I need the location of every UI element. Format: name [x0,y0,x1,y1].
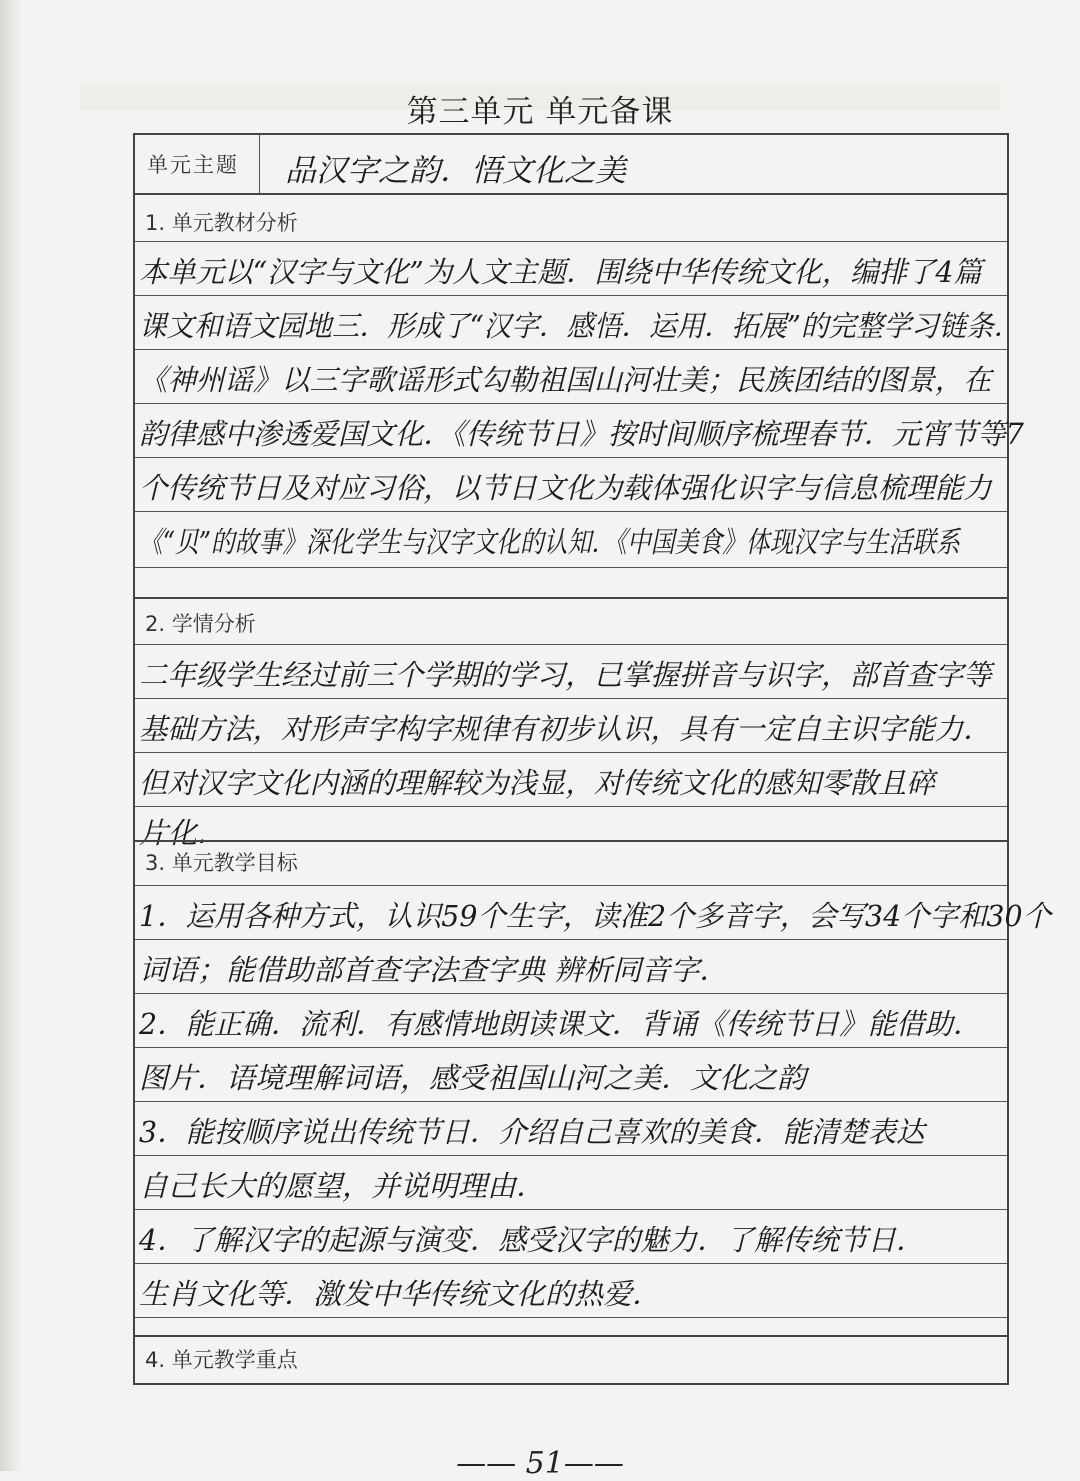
row-rule [135,1263,1007,1264]
handwritten-line: 韵律感中渗透爱国文化．《传统节日》按时间顺序梳理春节．元宵节等7 [139,417,1024,451]
handwritten-line: 3．能按顺序说出传统节日．介绍自己喜欢的美食．能清楚表达 [139,1115,925,1149]
row-rule [135,241,1007,242]
handwritten-line: 4．了解汉字的起源与演变．感受汉字的魅力．了解传统节日． [139,1223,925,1257]
lesson-plan-table [133,133,1051,1385]
row-rule [135,1101,1007,1102]
section-label-key-points: 4. 单元教学重点 [145,1348,298,1372]
row-rule [135,752,1007,753]
handwritten-line: 基础方法，对形声字构字规律有初步认识，具有一定自主识字能力． [139,712,992,746]
handwritten-line: 二年级学生经过前三个学期的学习，已掌握拼音与识字，部首查字等 [139,658,992,692]
handwritten-line: 课文和语文园地三．形成了“汉字．感悟．运用．拓展”的完整学习链条． [139,309,1022,343]
section-rule [135,1335,1007,1337]
row-rule [135,1155,1007,1156]
handwritten-line: 生肖文化等．激发中华传统文化的热爱． [139,1277,662,1311]
row-rule [135,1209,1007,1210]
page-number: —— 51—— [456,1446,624,1481]
row-rule [135,644,1007,645]
page-title: 第三单元 单元备课 [406,94,674,130]
row-rule [135,698,1007,699]
handwritten-line: 片化． [139,816,227,850]
row-rule [135,457,1007,458]
row-rule [135,1047,1007,1048]
handwritten-line: 词语；能借助部首查字法查字典 辨析同音字． [139,953,729,987]
handwritten-line: 自己长大的愿望，并说明理由． [139,1169,546,1203]
topic-label: 单元主题 [147,153,239,177]
section-label-students: 2. 学情分析 [145,612,256,636]
handwritten-line: 《神州谣》以三字歌谣形式勾勒祖国山河壮美；民族团结的图景，在 [139,363,992,397]
row-rule [135,295,1007,296]
handwritten-line: 图片．语境理解词语，感受祖国山河之美．文化之韵 [139,1061,807,1095]
row-rule [135,193,1007,195]
row-rule [135,403,1007,404]
topic-divider [259,135,260,193]
handwritten-line: 但对汉字文化内涵的理解较为浅显，对传统文化的感知零散且碎 [139,766,935,800]
section-rule [135,597,1007,599]
row-rule [135,1317,1007,1318]
page-edge-shadow [0,0,22,1471]
handwritten-line: 本单元以“汉字与文化”为人文主题．围绕中华传统文化，编排了4篇 [139,255,982,289]
row-rule [135,349,1007,350]
handwritten-line: 1．运用各种方式，认识59个生字，读准2个多音字，会写34个字和30个 [139,899,1051,933]
topic-value: 品汉字之韵．悟文化之美 [285,153,626,189]
row-rule [135,567,1007,568]
section-label-goals: 3. 单元教学目标 [145,851,298,875]
row-rule [135,511,1007,512]
section-rule [135,840,1007,842]
section-label-analysis: 1. 单元教材分析 [145,211,298,235]
handwritten-line: 2．能正确．流利．有感情地朗读课文．背诵《传统节日》能借助． [139,1007,982,1041]
handwritten-line: 个传统节日及对应习俗，以节日文化为载体强化识字与信息梳理能力 [139,471,992,505]
row-rule [135,806,1007,807]
handwritten-line: 《“贝”的故事》深化学生与汉字文化的认知．《中国美食》体现汉字与生活联系 [139,525,960,559]
row-rule [135,885,1007,886]
row-rule [135,993,1007,994]
row-rule [135,939,1007,940]
